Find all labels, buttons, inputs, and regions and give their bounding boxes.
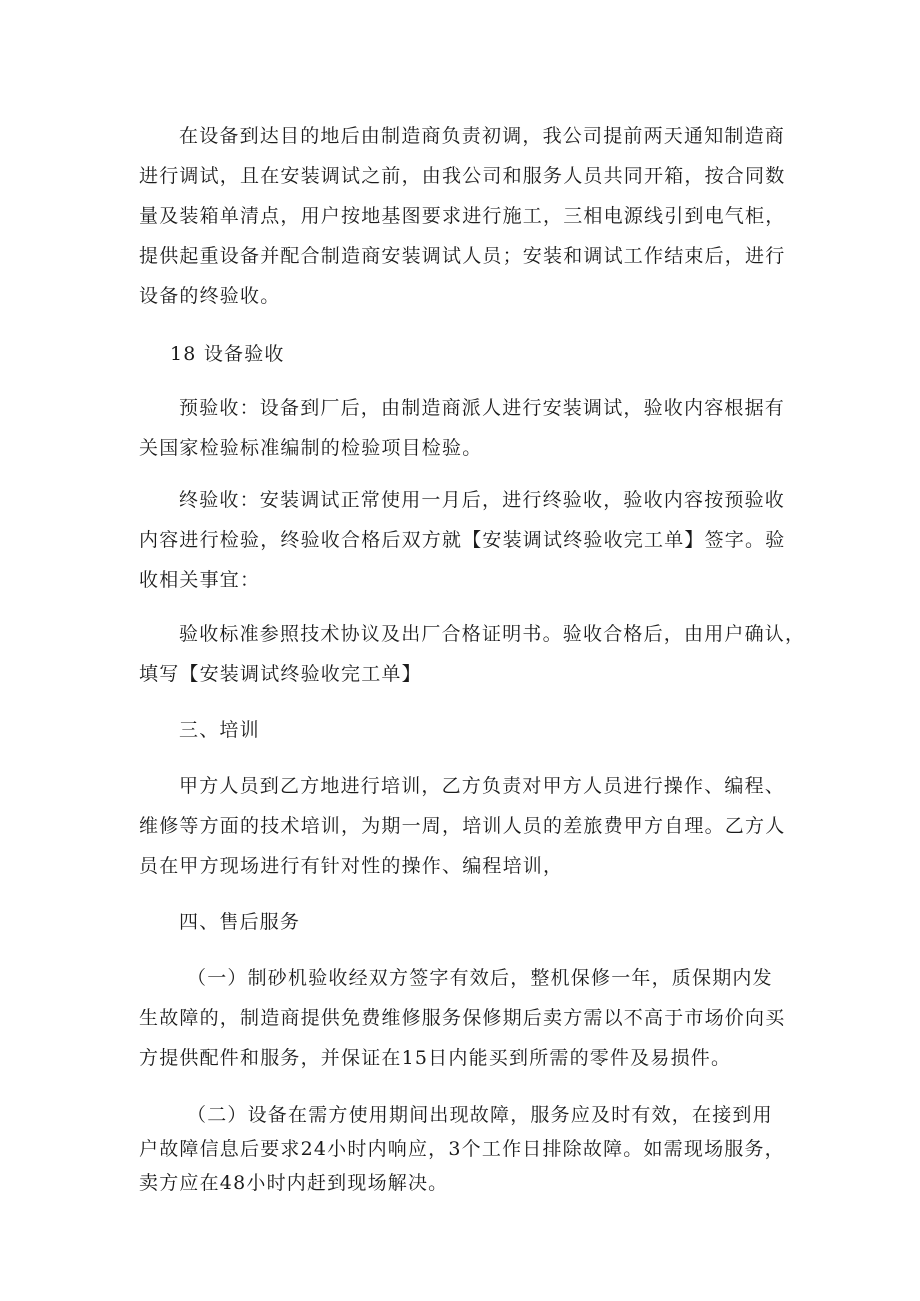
text-line: （二）设备在需方使用期间出现故障，服务应及时有效，在接到用 [187,1104,773,1126]
text-line: 设备的终验收。 [139,285,281,307]
heading-training: 三、培训 [179,719,260,741]
paragraph-pre-acceptance [139,388,789,468]
text-line: 维修等方面的技术培训，为期一周，培训人员的差旅费甲方自理。乙方人 [139,815,786,837]
text-line: 填写【安装调试终验收完工单】 [139,663,422,685]
text-line: 方提供配件和服务，并保证在15日内能买到所需的零件及易损件。 [139,1047,732,1069]
paragraph-service-response [139,1098,789,1200]
text-line: 提供起重设备并配合制造商安装调试人员；安装和调试工作结束后，进行 [139,245,786,267]
heading-equipment-acceptance: 18 设备验收 [170,343,285,365]
text-line: 预验收：设备到厂后，由制造商派人进行安装调试，验收内容根据有 [179,397,786,419]
text-line: 在设备到达目的地后由制造商负责初调，我公司提前两天通知制造商 [179,125,786,147]
text-line: 关国家检验标准编制的检验项目检验。 [139,437,483,459]
text-line: 员在甲方现场进行有针对性的操作、编程培训， [139,855,564,877]
text-line: 甲方人员到乙方地进行培训，乙方负责对甲方人员进行操作、编程、 [179,775,786,797]
text-line: 生故障的，制造商提供免费维修服务保修期后卖方需以不高于市场价向买 [139,1007,786,1029]
text-line: 卖方应在48小时内赶到现场解决。 [139,1172,449,1194]
paragraph-acceptance-standard [139,614,806,694]
paragraph-final-acceptance [139,480,789,600]
text-line: 验收标准参照技术协议及出厂合格证明书。验收合格后，由用户确认， [179,623,806,645]
text-line: 终验收：安装调试正常使用一月后，进行终验收，验收内容按预验收 [179,489,786,511]
text-line: 户故障信息后要求24小时内响应，3个工作日排除故障。如需现场服务， [139,1138,785,1160]
text-line: 内容进行检验，终验收合格后双方就【安装调试终验收完工单】签字。验 [139,529,786,551]
text-line: （一）制砂机验收经双方签字有效后，整机保修一年，质保期内发 [187,967,773,989]
text-line: 量及装箱单清点，用户按地基图要求进行施工，三相电源线引到电气柜， [139,205,786,227]
paragraph-service-warranty [139,958,789,1078]
text-line: 收相关事宜： [139,569,261,591]
paragraph-training [139,766,789,886]
heading-after-sales-service: 四、售后服务 [179,911,301,933]
paragraph-installation [139,116,789,316]
text-line: 进行调试，且在安装调试之前，由我公司和服务人员共同开箱，按合同数 [139,165,786,187]
